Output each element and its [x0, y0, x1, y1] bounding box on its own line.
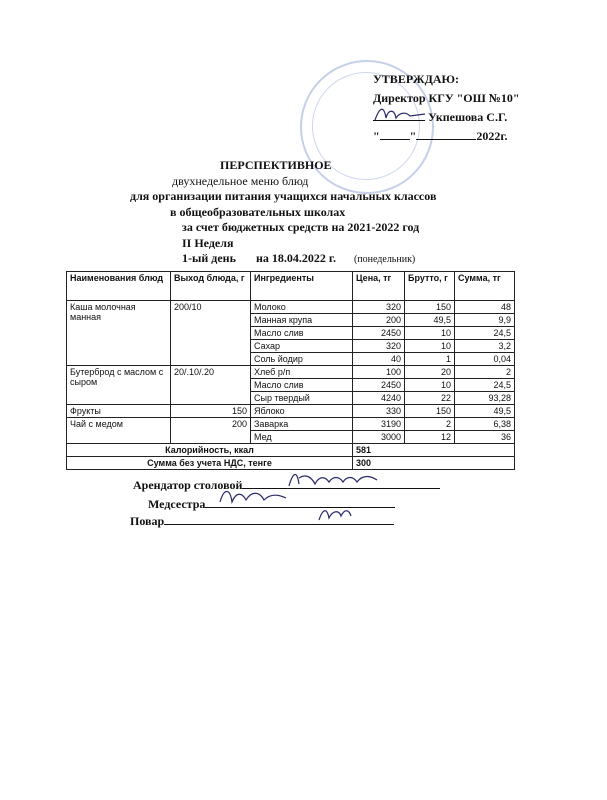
ingredient: Хлеб р/п: [251, 366, 353, 379]
dish-yield: 200: [171, 418, 251, 444]
dish-name: Чай с медом: [67, 418, 171, 444]
sum: 93,28: [455, 392, 515, 405]
title-main: ПЕРСПЕКТИВНОЕ: [220, 158, 332, 172]
header-ingredients: Ингредиенты: [251, 272, 353, 301]
calories-label: Калорийность, ккал: [67, 444, 353, 457]
header-dish: Наименования блюд: [67, 272, 171, 301]
approval-name: Укпешова С.Г.: [428, 110, 508, 124]
director-signature: [370, 102, 430, 126]
title-weekday: (понедельник): [353, 254, 416, 265]
gross: 2: [405, 418, 455, 431]
calories-value: 581: [353, 444, 515, 457]
ingredient: Манная крупа: [251, 314, 353, 327]
sum: 36: [455, 431, 515, 444]
price: 2450: [353, 379, 405, 392]
price: 3190: [353, 418, 405, 431]
sum: 48: [455, 301, 515, 314]
title-schools: в общеобразовательных школах: [170, 204, 346, 219]
sum: 49,5: [455, 405, 515, 418]
tenant-label: Арендатор столовой: [133, 478, 243, 492]
sum: 6,38: [455, 418, 515, 431]
ingredient: Сахар: [251, 340, 353, 353]
title-date: на 18.04.2022 г.: [255, 251, 336, 265]
ingredient: Соль йодир: [251, 353, 353, 366]
table-header-row: [67, 272, 515, 301]
title-day: 1-ый день: [182, 251, 236, 265]
title-purpose: для организации питания учащихся начальных классов: [130, 189, 437, 203]
total-label: Сумма без учета НДС, тенге: [67, 457, 353, 470]
ingredient: Сыр твердый: [251, 392, 353, 405]
dish-yield: 150: [171, 405, 251, 418]
price: 320: [353, 301, 405, 314]
dish-name: Каша молочная манная: [67, 301, 171, 366]
ingredient: Масло слив: [251, 327, 353, 340]
sum: 3,2: [455, 340, 515, 353]
document-title: [130, 158, 436, 268]
title-budget: за счет бюджетных средств на 2021-2022 год: [182, 220, 420, 234]
price: 3000: [353, 431, 405, 444]
nurse-handwritten-signature: [216, 484, 296, 508]
approval-year: 2022г.: [476, 129, 508, 143]
header-yield: Выход блюда, г: [171, 272, 251, 301]
sum: 9,9: [455, 314, 515, 327]
table-row: [67, 366, 515, 379]
ingredient: Мед: [251, 431, 353, 444]
gross: 22: [405, 392, 455, 405]
tenant-handwritten-signature: [285, 466, 385, 492]
price: 200: [353, 314, 405, 327]
header-price: Цена, тг: [353, 272, 405, 301]
title-week: II Неделя: [182, 235, 234, 250]
cook-handwritten-signature: [315, 502, 355, 524]
price: 40: [353, 353, 405, 366]
ingredient: Молоко: [251, 301, 353, 314]
dish-yield: 200/10: [171, 301, 251, 366]
sum: 24,5: [455, 327, 515, 340]
sum: 24,5: [455, 379, 515, 392]
header-sum: Сумма, тг: [455, 272, 515, 301]
price: 4240: [353, 392, 405, 405]
gross: 150: [405, 301, 455, 314]
ingredient: Масло слив: [251, 379, 353, 392]
price: 320: [353, 340, 405, 353]
table-row: [67, 405, 515, 418]
price: 100: [353, 366, 405, 379]
gross: 10: [405, 340, 455, 353]
approval-position: Директор КГУ "ОШ №10": [373, 91, 520, 105]
ingredient: Яблоко: [251, 405, 353, 418]
title-subtitle: двухнедельное меню блюд: [172, 173, 309, 188]
ingredient: Заварка: [251, 418, 353, 431]
header-gross: Брутто, г: [405, 272, 455, 301]
gross: 10: [405, 379, 455, 392]
approval-heading: УТВЕРЖДАЮ:: [373, 72, 460, 86]
cook-label: Повар: [130, 514, 165, 528]
title-day-line: [130, 251, 436, 268]
sum: 0,04: [455, 353, 515, 366]
gross: 49,5: [405, 314, 455, 327]
table-row: [67, 301, 515, 314]
gross: 10: [405, 327, 455, 340]
total-value: 300: [353, 457, 515, 470]
nurse-label: Медсестра: [148, 497, 206, 511]
calories-row: [67, 444, 515, 457]
sum: 2: [455, 366, 515, 379]
approval-date-line: " " 2022г.: [373, 129, 508, 143]
gross: 1: [405, 353, 455, 366]
price: 330: [353, 405, 405, 418]
table-row: [67, 418, 515, 431]
dish-yield: 20/.10/.20: [171, 366, 251, 405]
gross: 20: [405, 366, 455, 379]
menu-table: [66, 271, 515, 470]
dish-name: Фрукты: [67, 405, 171, 418]
gross: 150: [405, 405, 455, 418]
dish-name: Бутерброд с маслом с сыром: [67, 366, 171, 405]
gross: 12: [405, 431, 455, 444]
price: 2450: [353, 327, 405, 340]
